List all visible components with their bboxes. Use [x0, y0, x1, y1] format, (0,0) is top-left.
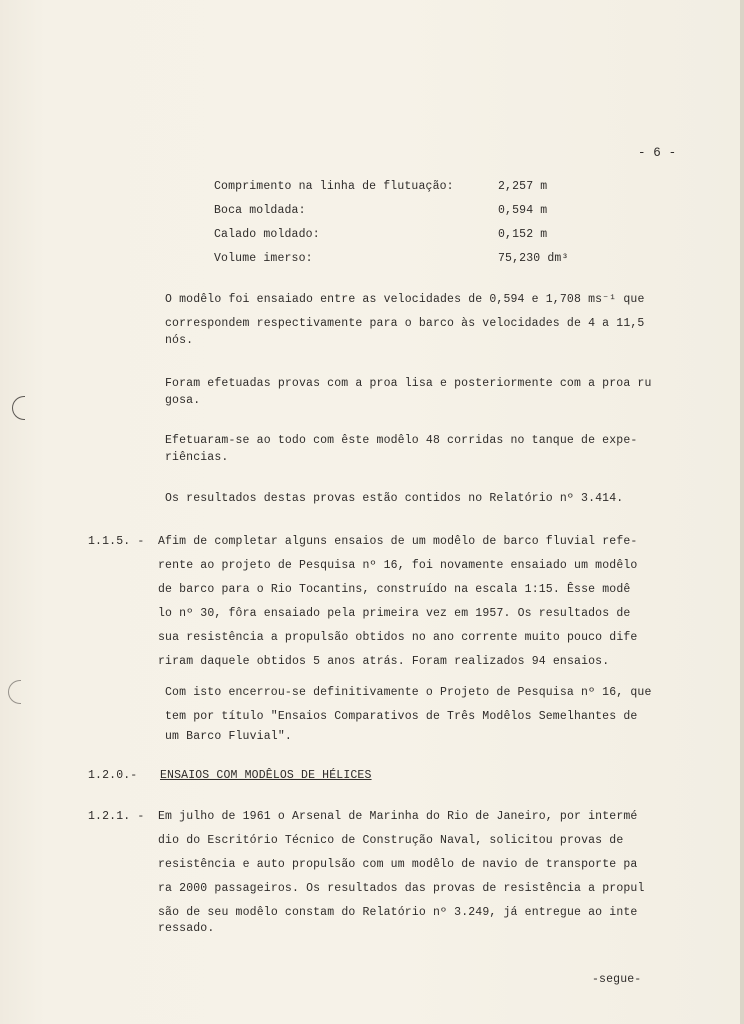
section-line: Em julho de 1961 o Arsenal de Marinha do Rio de Janeiro, por intermé: [158, 810, 638, 823]
paragraph-line: um Barco Fluvial".: [165, 730, 292, 743]
section-line: sua resistência a propulsão obtidos no ano corrente muito pouco dife: [158, 631, 638, 644]
paragraph-line: gosa.: [165, 394, 201, 407]
dimension-label: Volume imerso:: [214, 252, 313, 265]
page-number: - 6 -: [638, 146, 677, 160]
paragraph-line: riências.: [165, 451, 229, 464]
dimension-value: 0,594 m: [498, 204, 548, 217]
continues-footer: -segue-: [592, 973, 642, 986]
section-line: Afim de completar alguns ensaios de um modêlo de barco fluvial refe-: [158, 535, 638, 548]
dimension-value: 2,257 m: [498, 180, 548, 193]
section-line: lo nº 30, fôra ensaiado pela primeira vez em 1957. Os resultados de: [158, 607, 631, 620]
paragraph-line: Com isto encerrou-se definitivamente o Projeto de Pesquisa nº 16, que: [165, 686, 652, 699]
paragraph-line: Foram efetuadas provas com a proa lisa e posteriormente com a proa ru: [165, 377, 652, 390]
section-line: ra 2000 passageiros. Os resultados das provas de resistência a propul: [158, 882, 645, 895]
dimension-label: Calado moldado:: [214, 228, 320, 241]
paragraph-line: nós.: [165, 334, 194, 347]
paragraph-line: correspondem respectivamente para o barco às velocidades de 4 a 11,5: [165, 317, 645, 330]
section-number: 1.2.0.-: [88, 769, 138, 782]
paragraph-line: Efetuaram-se ao todo com êste modêlo 48 corridas no tanque de expe-: [165, 434, 638, 447]
dimension-value: 75,230 dm³: [498, 252, 569, 265]
paragraph-line: tem por título "Ensaios Comparativos de Três Modêlos Semelhantes de: [165, 710, 638, 723]
section-number: 1.1.5. -: [88, 535, 145, 548]
paragraph-line: O modêlo foi ensaiado entre as velocidades de 0,594 e 1,708 ms⁻¹ que: [165, 293, 645, 306]
section-line: são de seu modêlo constam do Relatório nº 3.249, já entregue ao inte: [158, 906, 638, 919]
section-line: resistência e auto propulsão com um modêlo de navio de transporte pa: [158, 858, 638, 871]
dimension-value: 0,152 m: [498, 228, 548, 241]
hole-punch-mark: [12, 396, 25, 420]
section-line: dio do Escritório Técnico de Construção Naval, solicitou provas de: [158, 834, 624, 847]
section-line: ressado.: [158, 922, 215, 935]
section-number: 1.2.1. -: [88, 810, 145, 823]
hole-punch-mark: [8, 680, 21, 704]
section-heading: ENSAIOS COM MODÊLOS DE HÉLICES: [160, 769, 372, 782]
section-line: riram daquele obtidos 5 anos atrás. Foram realizados 94 ensaios.: [158, 655, 610, 668]
paragraph-line: Os resultados destas provas estão contidos no Relatório nº 3.414.: [165, 492, 624, 505]
section-line: rente ao projeto de Pesquisa nº 16, foi novamente ensaiado um modêlo: [158, 559, 638, 572]
section-line: de barco para o Rio Tocantins, construído na escala 1:15. Êsse modê: [158, 583, 631, 596]
dimension-label: Comprimento na linha de flutuação:: [214, 180, 454, 193]
page-edge: [740, 0, 744, 1024]
dimension-label: Boca moldada:: [214, 204, 306, 217]
